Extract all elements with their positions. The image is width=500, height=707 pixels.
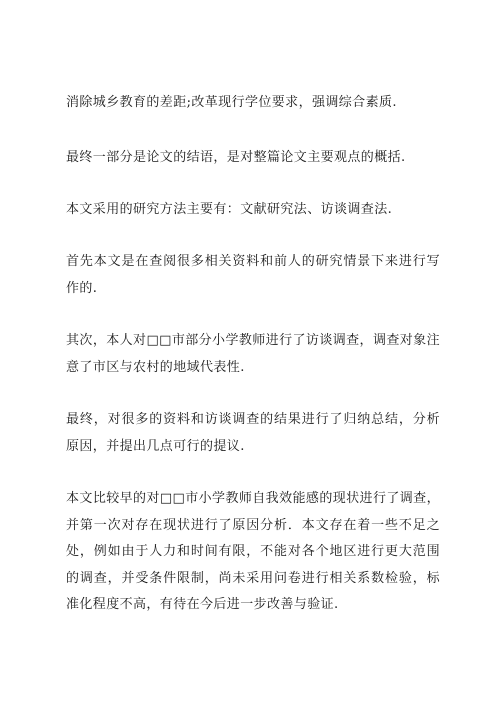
paragraph-6: 最终，对很多的资料和访谈调查的结果进行了归纳总结，分析原因，并提出几点可行的提议. — [66, 412, 440, 454]
paragraph-3: 本文采用的研究方法主要有：文献研究法、访谈调查法. — [66, 202, 393, 217]
paragraph-7: 本文比较早的对□□市小学教师自我效能感的现状进行了调查，并第一次对存在现状进行了原因分析．本文存在着一些不足之处，例如由于人力和时间有限，不能对各个地区进行更大范围的调查，并受条件限制，尚未采用问卷进行相关系数检验，标准化程度不高，有待在今后进一步改善与验证. — [66, 491, 440, 612]
paragraph-2: 最终一部分是论文的结语，是对整篇论文主要观点的概括. — [66, 150, 406, 165]
paragraph-5: 其次，本人对□□市部分小学教师进行了访谈调查，调查对象注意了市区与农村的地域代表性. — [66, 333, 440, 375]
paragraph-4: 首先本文是在查阅很多相关资料和前人的研究情景下来进行写作的. — [66, 254, 440, 296]
paragraph-1: 消除城乡教育的差距;改革现行学位要求，强调综合素质. — [66, 95, 397, 110]
